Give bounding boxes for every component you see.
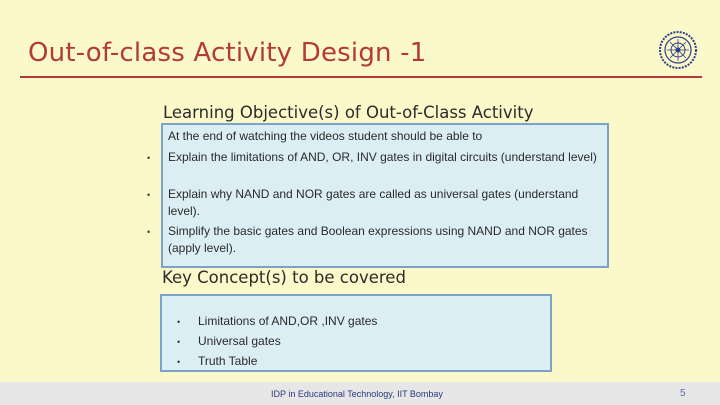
key-concept-item: Truth Table <box>198 354 258 368</box>
key-concept-item: Universal gates <box>198 334 281 348</box>
bullet-icon: • <box>147 227 151 237</box>
slide-title: Out-of-class Activity Design -1 <box>28 38 427 68</box>
bullet-icon: • <box>147 153 151 163</box>
bullet-icon: • <box>177 357 181 367</box>
learning-objective-item: Simplify the basic gates and Boolean expressions using NAND and NOR gates (apply level). <box>168 224 588 255</box>
footer-text: IDP in Educational Technology, IIT Bombay <box>271 389 443 399</box>
bullet-icon: • <box>177 317 181 327</box>
key-concept-item: Limitations of AND,OR ,INV gates <box>198 314 378 328</box>
bullet-icon: • <box>177 337 181 347</box>
learning-objective-item: Explain why NAND and NOR gates are called as universal gates (understand level). <box>168 187 579 218</box>
learning-objective-item: Explain the limitations of AND, OR, INV gates in digital circuits (understand level) <box>168 150 597 164</box>
bullet-icon: • <box>147 190 151 200</box>
learning-objectives-intro: At the end of watching the videos student should be able to <box>168 129 483 143</box>
iit-bombay-emblem-icon <box>658 30 698 70</box>
learning-objectives-heading: Learning Objective(s) of Out-of-Class Activity <box>163 103 534 122</box>
page-number: 5 <box>680 388 686 399</box>
title-divider <box>20 76 702 78</box>
key-concepts-heading: Key Concept(s) to be covered <box>162 268 406 287</box>
